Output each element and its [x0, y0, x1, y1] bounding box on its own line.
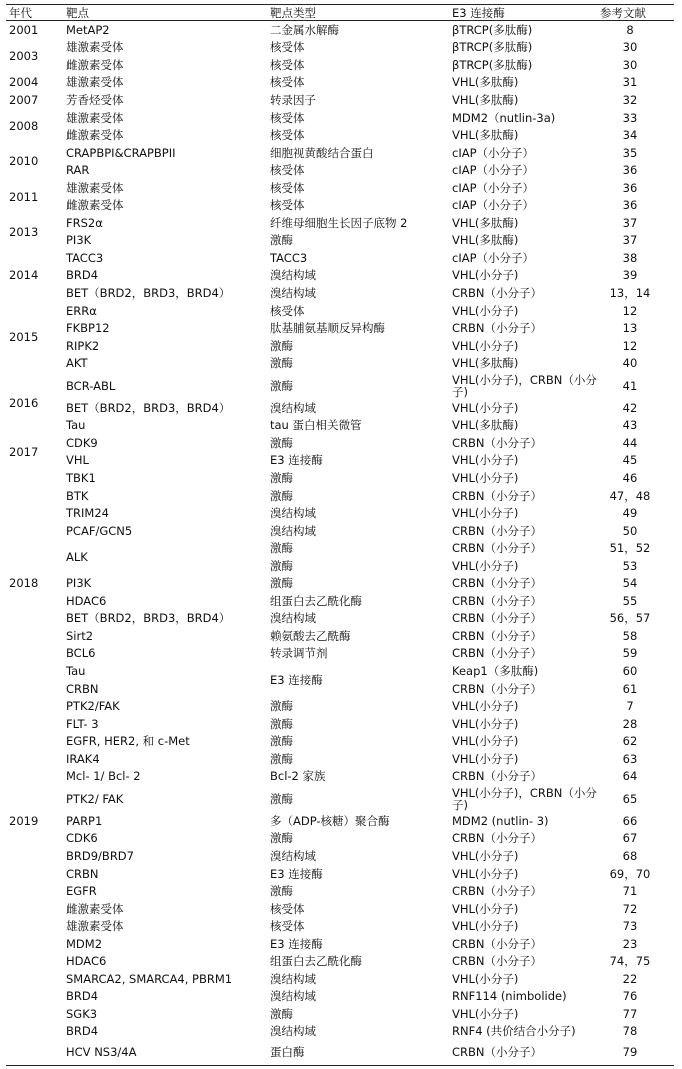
year-cell: 2004: [9, 75, 39, 90]
target-type-cell: TACC3: [270, 250, 308, 265]
e3-ligase-cell: cIAP（小分子）: [452, 145, 535, 160]
target-cell: TBK1: [66, 470, 96, 485]
e3-ligase-cell: VHL(小分子): [452, 919, 519, 934]
reference-cell: 62: [622, 734, 638, 749]
target-type-cell: Bcl-2 家族: [270, 769, 326, 784]
reference-cell: 35: [622, 145, 638, 160]
reference-cell: 32: [622, 92, 638, 107]
reference-cell: 72: [622, 901, 638, 916]
reference-cell: 71: [622, 884, 638, 899]
target-cell: HDAC6: [66, 593, 107, 608]
target-cell: 雌激素受体: [66, 128, 124, 143]
target-cell: 雄激素受体: [66, 40, 124, 55]
reference-cell: 67: [622, 831, 638, 846]
reference-cell: 33: [622, 110, 638, 125]
target-cell: PI3K: [66, 576, 92, 591]
target-cell: MetAP2: [66, 22, 110, 37]
reference-cell: 55: [622, 593, 638, 608]
e3-ligase-cell: CRBN（小分子）: [452, 681, 543, 696]
target-type-cell: 组蛋白去乙酰化酶: [270, 954, 362, 969]
target-type-cell: 激酶: [270, 470, 293, 485]
target-cell: FKBP12: [66, 321, 110, 336]
reference-cell: 63: [622, 751, 638, 766]
reference-cell: 73: [622, 919, 638, 934]
e3-ligase-cell: VHL(多肽酶): [452, 215, 519, 230]
e3-ligase-cell: VHL(多肽酶): [452, 75, 519, 90]
target-type-cell: 激酶: [270, 751, 293, 766]
reference-cell: 12: [622, 303, 638, 318]
target-cell: AKT: [66, 356, 88, 371]
reference-cell: 44: [622, 435, 638, 450]
target-type-cell: 激酶: [270, 356, 293, 371]
target-type-cell: 溴结构域: [270, 989, 316, 1004]
e3-ligase-cell: VHL(多肽酶): [452, 233, 519, 248]
e3-ligase-cell: VHL(小分子): [452, 734, 519, 749]
reference-cell: 61: [622, 681, 638, 696]
reference-cell: 56，57: [609, 611, 651, 626]
e3-ligase-cell: VHL(小分子): [452, 901, 519, 916]
target-type-cell: 赖氨酸去乙酰酶: [270, 628, 351, 643]
target-cell: CDK9: [66, 435, 98, 450]
reference-cell: 34: [622, 128, 638, 143]
reference-cell: 43: [622, 418, 638, 433]
target-cell: 雌激素受体: [66, 57, 124, 72]
e3-ligase-cell: RNF114 (nimbolide): [452, 989, 567, 1004]
e3-ligase-cell: VHL(小分子): [452, 453, 519, 468]
e3-ligase-cell: VHL(小分子)，CRBN（小分子): [452, 786, 597, 813]
reference-cell: 7: [626, 699, 634, 714]
e3-ligase-cell: VHL(小分子): [452, 716, 519, 731]
e3-ligase-cell: CRBN（小分子）: [452, 1045, 543, 1060]
target-type-cell: 核受体: [270, 128, 305, 143]
target-type-cell: 激酶: [270, 338, 293, 353]
reference-cell: 23: [622, 936, 638, 951]
reference-cell: 28: [622, 716, 638, 731]
year-cell: 2003: [9, 49, 39, 64]
e3-ligase-cell: RNF4 (共价结合小分子): [452, 1024, 576, 1039]
reference-cell: 66: [622, 813, 638, 828]
reference-cell: 69，70: [609, 866, 651, 881]
target-type-cell: 激酶: [270, 1006, 293, 1021]
e3-ligase-cell: VHL(小分子): [452, 751, 519, 766]
target-type-cell: 核受体: [270, 303, 305, 318]
e3-ligase-cell: VHL(小分子): [452, 400, 519, 415]
target-type-cell: 激酶: [270, 884, 293, 899]
reference-cell: 36: [622, 180, 638, 195]
target-cell: SGK3: [66, 1006, 98, 1021]
e3-ligase-cell: CRBN（小分子）: [452, 831, 543, 846]
reference-cell: 54: [622, 576, 638, 591]
reference-cell: 38: [622, 250, 638, 265]
target-type-cell: E3 连接酶: [270, 866, 323, 881]
target-type-cell: E3 连接酶: [270, 936, 323, 951]
reference-cell: 36: [622, 198, 638, 213]
target-cell: TACC3: [66, 250, 104, 265]
target-cell: PCAF/GCN5: [66, 523, 133, 538]
year-cell: 2007: [9, 92, 39, 107]
target-type-cell: 溴结构域: [270, 523, 316, 538]
e3-ligase-cell: cIAP（小分子）: [452, 250, 535, 265]
target-type-cell: 激酶: [270, 576, 293, 591]
header-year: 年代: [9, 6, 32, 20]
target-type-cell: 激酶: [270, 233, 293, 248]
target-cell: ALK: [66, 549, 88, 564]
reference-cell: 46: [622, 470, 638, 485]
target-cell: 雄激素受体: [66, 919, 124, 934]
e3-ligase-cell: VHL(小分子)，CRBN（小分子): [452, 373, 597, 399]
target-type-cell: 转录因子: [270, 92, 316, 107]
target-cell: Tau: [66, 418, 86, 433]
target-type-cell: 激酶: [270, 488, 293, 503]
e3-ligase-cell: VHL(小分子): [452, 1006, 519, 1021]
e3-ligase-cell: VHL(小分子): [452, 506, 519, 521]
target-cell: CDK6: [66, 831, 98, 846]
e3-ligase-cell: CRBN（小分子）: [452, 936, 543, 951]
target-cell: CRBN: [66, 866, 99, 881]
target-cell: VHL: [66, 453, 89, 468]
target-type-cell: 核受体: [270, 198, 305, 213]
target-cell: TRIM24: [66, 506, 109, 521]
reference-cell: 40: [622, 356, 638, 371]
reference-cell: 68: [622, 848, 638, 863]
e3-ligase-cell: CRBN（小分子）: [452, 884, 543, 899]
e3-ligase-cell: MDM2 (nutlin- 3): [452, 813, 549, 828]
e3-ligase-cell: VHL(多肽酶): [452, 128, 519, 143]
target-cell: PARP1: [66, 813, 103, 828]
reference-cell: 30: [622, 57, 638, 72]
e3-ligase-cell: CRBN（小分子）: [452, 435, 543, 450]
target-type-cell: 组蛋白去乙酰化酶: [270, 593, 362, 608]
target-type-cell: 激酶: [270, 831, 293, 846]
reference-cell: 39: [622, 268, 638, 283]
target-cell: SMARCA2, SMARCA4, PBRM1: [66, 971, 233, 986]
target-type-cell: 激酶: [270, 791, 293, 806]
bottom-rule: [6, 1065, 674, 1066]
e3-ligase-cell: CRBN（小分子）: [452, 954, 543, 969]
header-rule: [6, 20, 674, 21]
reference-cell: 58: [622, 628, 638, 643]
e3-ligase-cell: VHL(小分子): [452, 303, 519, 318]
target-type-cell: 核受体: [270, 57, 305, 72]
target-type-cell: 激酶: [270, 378, 293, 393]
reference-cell: 37: [622, 233, 638, 248]
target-type-cell: 溴结构域: [270, 286, 316, 301]
target-type-cell: E3 连接酶: [270, 453, 323, 468]
header-type: 靶点类型: [270, 6, 316, 20]
reference-cell: 74，75: [609, 954, 651, 969]
e3-ligase-cell: CRBN（小分子）: [452, 769, 543, 784]
target-cell: 芳香烃受体: [66, 92, 124, 107]
e3-ligase-cell: cIAP（小分子）: [452, 163, 535, 178]
target-cell: FRS2α: [66, 215, 103, 230]
header-target: 靶点: [66, 6, 89, 20]
reference-cell: 42: [622, 400, 638, 415]
target-cell: HDAC6: [66, 954, 107, 969]
target-type-cell: 溴结构域: [270, 611, 316, 626]
target-cell: BRD4: [66, 1024, 99, 1039]
target-cell: BRD4: [66, 989, 99, 1004]
reference-cell: 37: [622, 215, 638, 230]
target-type-cell: tau 蛋白相关微管: [270, 418, 362, 433]
target-type-cell: 肽基脯氨基顺反异构酶: [270, 321, 385, 336]
target-type-cell: 激酶: [270, 558, 293, 573]
year-cell: 2013: [9, 224, 39, 239]
e3-ligase-cell: cIAP（小分子）: [452, 180, 535, 195]
reference-cell: 78: [622, 1024, 638, 1039]
target-type-cell: 核受体: [270, 180, 305, 195]
target-type-cell: 核受体: [270, 163, 305, 178]
target-type-cell: 溴结构域: [270, 506, 316, 521]
reference-cell: 60: [622, 664, 638, 679]
reference-cell: 65: [622, 791, 638, 806]
target-type-cell: 多（ADP-核糖）聚合酶: [270, 813, 390, 828]
e3-ligase-cell: βTRCP(多肽酶): [452, 40, 533, 55]
reference-cell: 30: [622, 40, 638, 55]
e3-ligase-cell: βTRCP(多肽酶): [452, 22, 533, 37]
year-cell: 2019: [9, 814, 39, 828]
target-type-cell: 核受体: [270, 110, 305, 125]
target-cell: BET（BRD2，BRD3，BRD4）: [66, 400, 231, 415]
reference-cell: 64: [622, 769, 638, 784]
target-type-cell: 核受体: [270, 75, 305, 90]
e3-ligase-cell: VHL(小分子): [452, 866, 519, 881]
target-cell: EGFR, HER2, 和 c-Met: [66, 734, 190, 749]
e3-ligase-cell: cIAP（小分子）: [452, 198, 535, 213]
target-cell: 雄激素受体: [66, 75, 124, 90]
reference-cell: 31: [622, 75, 638, 90]
target-cell: ERRα: [66, 303, 97, 318]
target-type-cell: 激酶: [270, 716, 293, 731]
target-type-cell: E3 连接酶: [270, 672, 323, 687]
reference-cell: 13: [622, 321, 638, 336]
target-cell: PTK2/ FAK: [66, 791, 124, 806]
target-type-cell: 溴结构域: [270, 268, 316, 283]
year-cell: 2010: [9, 154, 39, 169]
target-type-cell: 溴结构域: [270, 400, 316, 415]
year-cell: 2018: [9, 576, 39, 591]
target-type-cell: 激酶: [270, 699, 293, 714]
year-cell: 2015: [9, 329, 39, 344]
target-cell: BCR-ABL: [66, 378, 116, 393]
year-cell: 2016: [9, 396, 39, 411]
target-cell: Mcl- 1/ Bcl- 2: [66, 769, 141, 784]
target-cell: 雄激素受体: [66, 110, 124, 125]
target-type-cell: 纤维母细胞生长因子底物 2: [270, 215, 408, 230]
target-type-cell: 溴结构域: [270, 1024, 316, 1039]
target-type-cell: 转录调节剂: [270, 646, 328, 661]
e3-ligase-cell: CRBN（小分子）: [452, 321, 543, 336]
reference-cell: 50: [622, 523, 638, 538]
target-cell: 雌激素受体: [66, 901, 124, 916]
target-type-cell: 激酶: [270, 734, 293, 749]
e3-ligase-cell: VHL(多肽酶): [452, 418, 519, 433]
top-rule: [6, 4, 674, 5]
target-cell: BTK: [66, 488, 89, 503]
e3-ligase-cell: CRBN（小分子）: [452, 541, 543, 556]
target-cell: PTK2/FAK: [66, 699, 120, 714]
target-type-cell: 细胞视黄酸结合蛋白: [270, 145, 374, 160]
target-cell: RIPK2: [66, 338, 100, 353]
e3-ligase-cell: CRBN（小分子）: [452, 611, 543, 626]
target-cell: CRAPBPI&CRAPBPII: [66, 145, 176, 160]
target-cell: BET（BRD2，BRD3，BRD4）: [66, 611, 231, 626]
e3-ligase-cell: CRBN（小分子）: [452, 628, 543, 643]
reference-cell: 8: [626, 22, 634, 37]
target-cell: BRD4: [66, 268, 99, 283]
reference-cell: 53: [622, 558, 638, 573]
year-cell: 2014: [9, 268, 39, 283]
target-cell: HCV NS3/4A: [66, 1045, 137, 1060]
e3-ligase-cell: VHL(多肽酶): [452, 356, 519, 371]
e3-ligase-cell: βTRCP(多肽酶): [452, 57, 533, 72]
target-type-cell: 溴结构域: [270, 971, 316, 986]
reference-cell: 41: [622, 378, 638, 393]
e3-ligase-cell: VHL(小分子): [452, 268, 519, 283]
header-e3: E3 连接酶: [452, 6, 505, 20]
target-type-cell: 激酶: [270, 541, 293, 556]
target-type-cell: 蛋白酶: [270, 1045, 305, 1060]
year-cell: 2001: [9, 22, 39, 37]
reference-cell: 77: [622, 1006, 638, 1021]
e3-ligase-cell: VHL(小分子): [452, 470, 519, 485]
target-cell: PI3K: [66, 233, 92, 248]
e3-ligase-cell: CRBN（小分子）: [452, 593, 543, 608]
target-cell: Sirt2: [66, 628, 94, 643]
target-cell: 雌激素受体: [66, 198, 124, 213]
reference-cell: 22: [622, 971, 638, 986]
e3-ligase-cell: MDM2（nutlin-3a): [452, 110, 556, 125]
e3-ligase-cell: CRBN（小分子）: [452, 286, 543, 301]
reference-cell: 59: [622, 646, 638, 661]
e3-ligase-cell: VHL(小分子): [452, 848, 519, 863]
e3-ligase-cell: VHL(小分子): [452, 558, 519, 573]
target-cell: CRBN: [66, 681, 99, 696]
reference-cell: 76: [622, 989, 638, 1004]
target-type-cell: 二金属水解酶: [270, 22, 339, 37]
reference-cell: 36: [622, 163, 638, 178]
e3-ligase-cell: CRBN（小分子）: [452, 576, 543, 591]
e3-ligase-cell: VHL(小分子): [452, 971, 519, 986]
target-type-cell: 溴结构域: [270, 848, 316, 863]
target-type-cell: 激酶: [270, 435, 293, 450]
reference-cell: 45: [622, 453, 638, 468]
target-cell: BET（BRD2，BRD3，BRD4）: [66, 286, 231, 301]
header-ref: 参考文献: [600, 6, 646, 20]
reference-cell: 12: [622, 338, 638, 353]
target-cell: RAR: [66, 163, 90, 178]
target-cell: BRD9/BRD7: [66, 848, 134, 863]
target-cell: IRAK4: [66, 751, 100, 766]
e3-ligase-cell: CRBN（小分子）: [452, 646, 543, 661]
e3-ligase-cell: Keap1（多肽酶): [452, 664, 539, 679]
target-cell: Tau: [66, 664, 86, 679]
year-cell: 2008: [9, 119, 39, 134]
target-type-cell: 核受体: [270, 919, 305, 934]
target-cell: BCL6: [66, 646, 96, 661]
year-cell: 2011: [9, 189, 39, 204]
e3-ligase-cell: CRBN（小分子）: [452, 488, 543, 503]
reference-cell: 13，14: [609, 286, 651, 301]
reference-cell: 49: [622, 506, 638, 521]
e3-ligase-cell: VHL(小分子): [452, 699, 519, 714]
e3-ligase-cell: VHL(小分子): [452, 338, 519, 353]
reference-cell: 51，52: [609, 541, 651, 556]
target-type-cell: 核受体: [270, 901, 305, 916]
reference-cell: 79: [622, 1045, 638, 1060]
e3-ligase-cell: CRBN（小分子）: [452, 523, 543, 538]
target-cell: MDM2: [66, 936, 103, 951]
reference-cell: 47，48: [609, 488, 651, 503]
target-cell: EGFR: [66, 884, 97, 899]
target-cell: FLT- 3: [66, 716, 99, 731]
year-cell: 2017: [9, 444, 39, 459]
target-type-cell: 核受体: [270, 40, 305, 55]
target-cell: 雄激素受体: [66, 180, 124, 195]
e3-ligase-cell: VHL(多肽酶): [452, 92, 519, 107]
